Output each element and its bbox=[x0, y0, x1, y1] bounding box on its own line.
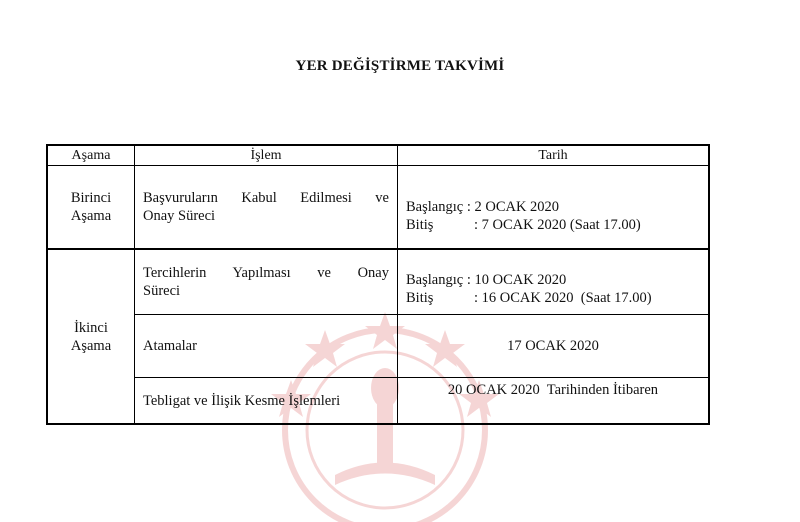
date-end-label: Bitiş bbox=[406, 290, 434, 306]
schedule-table bbox=[46, 144, 710, 425]
date-cell bbox=[398, 249, 710, 315]
date-cell bbox=[398, 166, 710, 250]
table-row bbox=[47, 166, 709, 250]
operation-cell bbox=[135, 166, 398, 250]
date-start bbox=[406, 199, 559, 215]
date-cell: 20 OCAK 2020 Tarihinden İtibaren bbox=[398, 378, 710, 425]
operation-cell: Atamalar bbox=[135, 315, 398, 378]
operation-line: Tercihlerin Yapılması ve Onay bbox=[143, 265, 389, 281]
stage-label-line: Birinci bbox=[70, 190, 112, 206]
date-end-label: Bitiş bbox=[406, 217, 434, 233]
table-row bbox=[47, 315, 709, 378]
table-header-row bbox=[47, 145, 709, 166]
date-start-value: : 10 OCAK 2020 bbox=[466, 272, 567, 288]
date-start-label: Başlangıç bbox=[406, 199, 464, 215]
date-end-value: : 7 OCAK 2020 (Saat 17.00) bbox=[474, 217, 641, 233]
date-cell: 17 OCAK 2020 bbox=[398, 315, 710, 378]
stage-label-line: Aşama bbox=[70, 208, 112, 224]
stage-cell-second bbox=[47, 249, 135, 424]
header-stage: Aşama bbox=[47, 145, 135, 166]
operation-cell: Tebligat ve İlişik Kesme İşlemleri bbox=[135, 378, 398, 425]
date-end-value: : 16 OCAK 2020 (Saat 17.00) bbox=[474, 290, 652, 306]
stage-label-line: İkinci bbox=[74, 319, 108, 336]
operation-line: Başvuruların Kabul Edilmesi ve bbox=[143, 190, 389, 206]
operation-line: Onay Süreci bbox=[143, 208, 216, 224]
date-start-value: : 2 OCAK 2020 bbox=[466, 199, 560, 215]
operation-cell bbox=[135, 249, 398, 315]
header-operation: İşlem bbox=[135, 145, 398, 166]
operation-line: Süreci bbox=[143, 283, 181, 299]
stage-label-line: Aşama bbox=[70, 337, 112, 354]
page-title: YER DEĞİŞTİRME TAKVİMİ bbox=[295, 58, 505, 74]
date-end bbox=[406, 290, 652, 306]
table-row bbox=[47, 249, 709, 315]
date-start bbox=[406, 272, 566, 288]
table-row bbox=[47, 378, 709, 425]
date-end bbox=[406, 217, 641, 233]
stage-cell-first bbox=[47, 166, 135, 250]
header-date: Tarih bbox=[398, 145, 710, 166]
date-start-label: Başlangıç bbox=[406, 272, 464, 288]
